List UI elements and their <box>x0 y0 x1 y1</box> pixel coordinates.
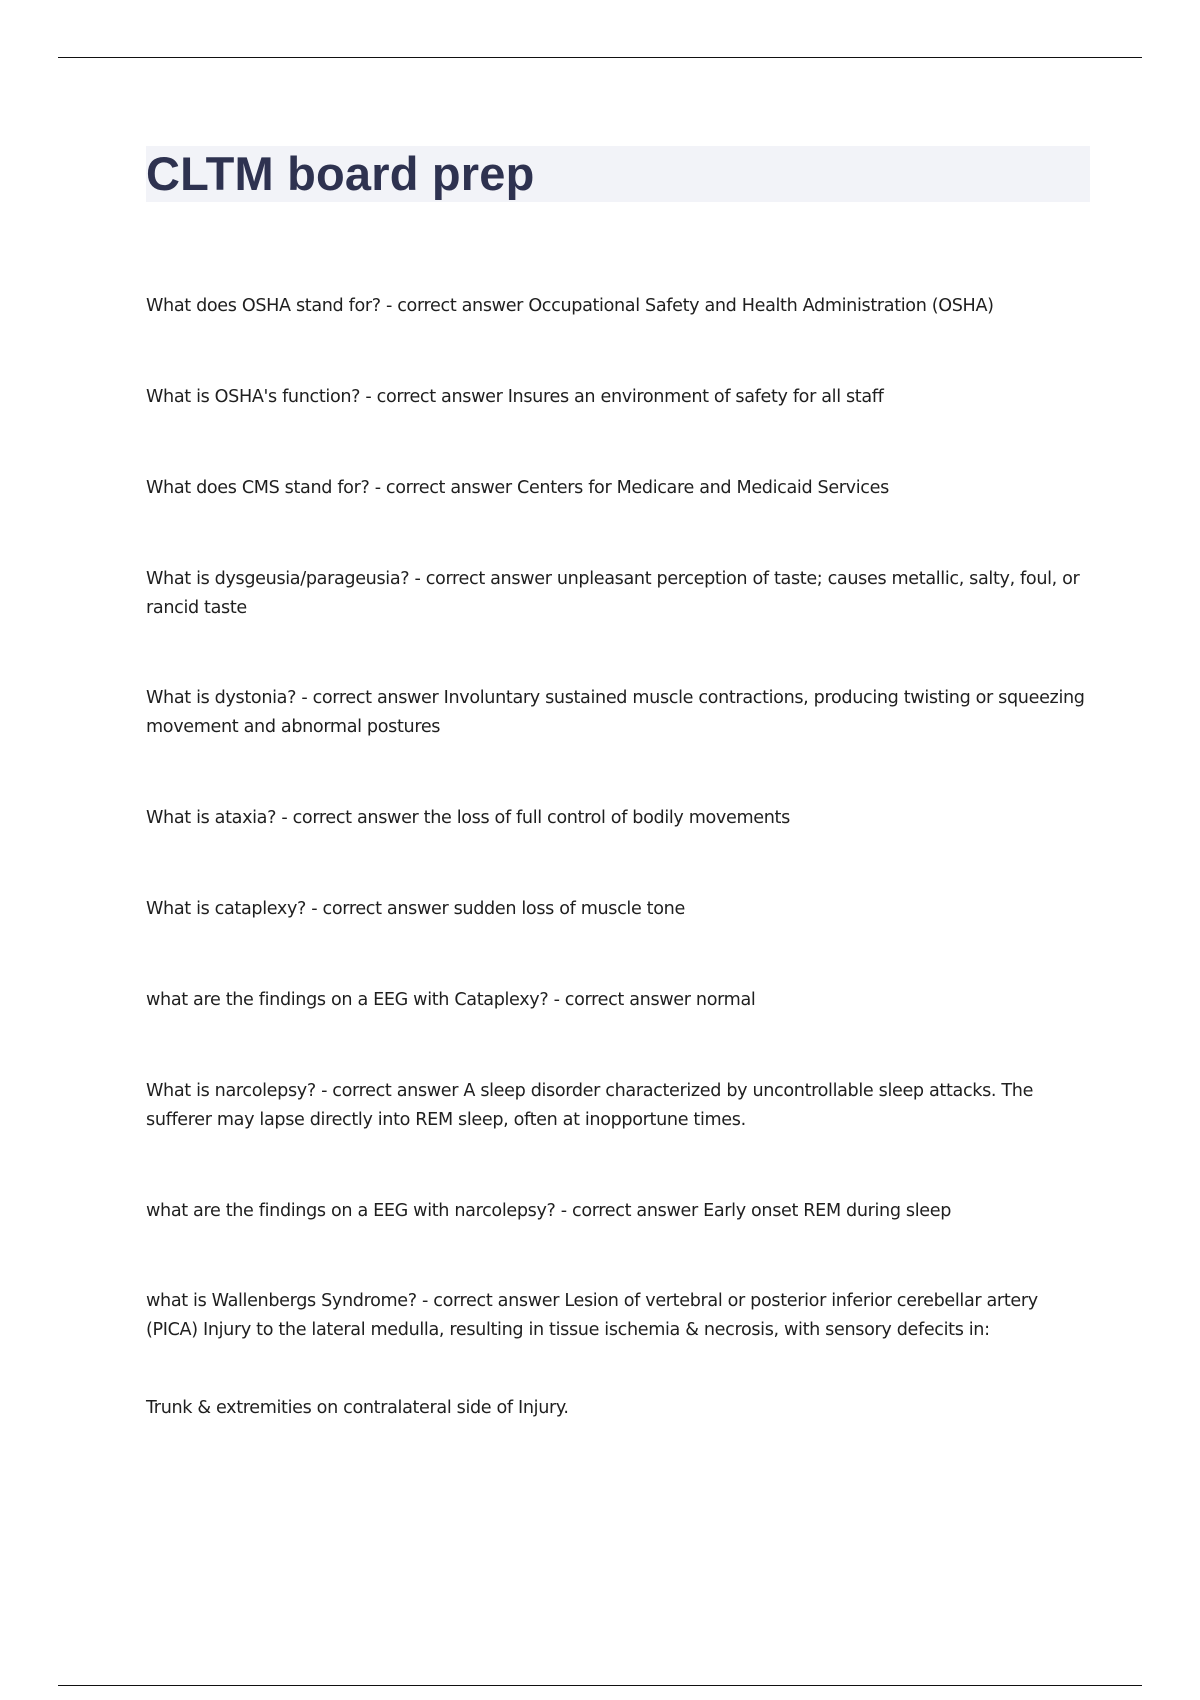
qa-item-narcolepsy: What is narcolepsy? - correct answer A sleep disorder characterized by uncontrollable sleep attacks. The sufferer may lapse directly into REM sleep, often at inopportune times. <box>146 1081 1034 1130</box>
qa-item-ataxia: What is ataxia? - correct answer the loss of full control of bodily movements <box>146 808 790 828</box>
qa-item-wallenberg-detail: Trunk & extremities on contralateral side of Injury. <box>146 1398 569 1418</box>
qa-item-eeg-narcolepsy: what are the findings on a EEG with narcolepsy? - correct answer Early onset REM during sleep <box>146 1201 952 1221</box>
qa-item-cataplexy: What is cataplexy? - correct answer sudden loss of muscle tone <box>146 899 685 919</box>
qa-item-osha-acronym: What does OSHA stand for? - correct answer Occupational Safety and Health Administration (OSHA) <box>146 296 994 316</box>
document-title: CLTM board prep <box>146 147 535 200</box>
qa-item-dystonia: What is dystonia? - correct answer Involuntary sustained muscle contractions, producing twisting or squeezing movement and abnormal postures <box>146 688 1085 737</box>
qa-item-wallenberg: what is Wallenbergs Syndrome? - correct answer Lesion of vertebral or posterior inferior cerebellar artery (PICA) Injury to the lateral medulla, resulting in tissue ischemia & necrosis, with sensory defecits in: <box>146 1291 1038 1340</box>
qa-item-eeg-cataplexy: what are the findings on a EEG with Cataplexy? - correct answer normal <box>146 990 756 1010</box>
footer-rule <box>58 1685 1142 1686</box>
qa-item-osha-function: What is OSHA's function? - correct answer Insures an environment of safety for all staff <box>146 387 884 407</box>
qa-item-dysgeusia: What is dysgeusia/parageusia? - correct answer unpleasant perception of taste; causes metallic, salty, foul, or rancid taste <box>146 569 1080 618</box>
header-rule <box>58 57 1142 58</box>
qa-item-cms-acronym: What does CMS stand for? - correct answer Centers for Medicare and Medicaid Services <box>146 478 889 498</box>
